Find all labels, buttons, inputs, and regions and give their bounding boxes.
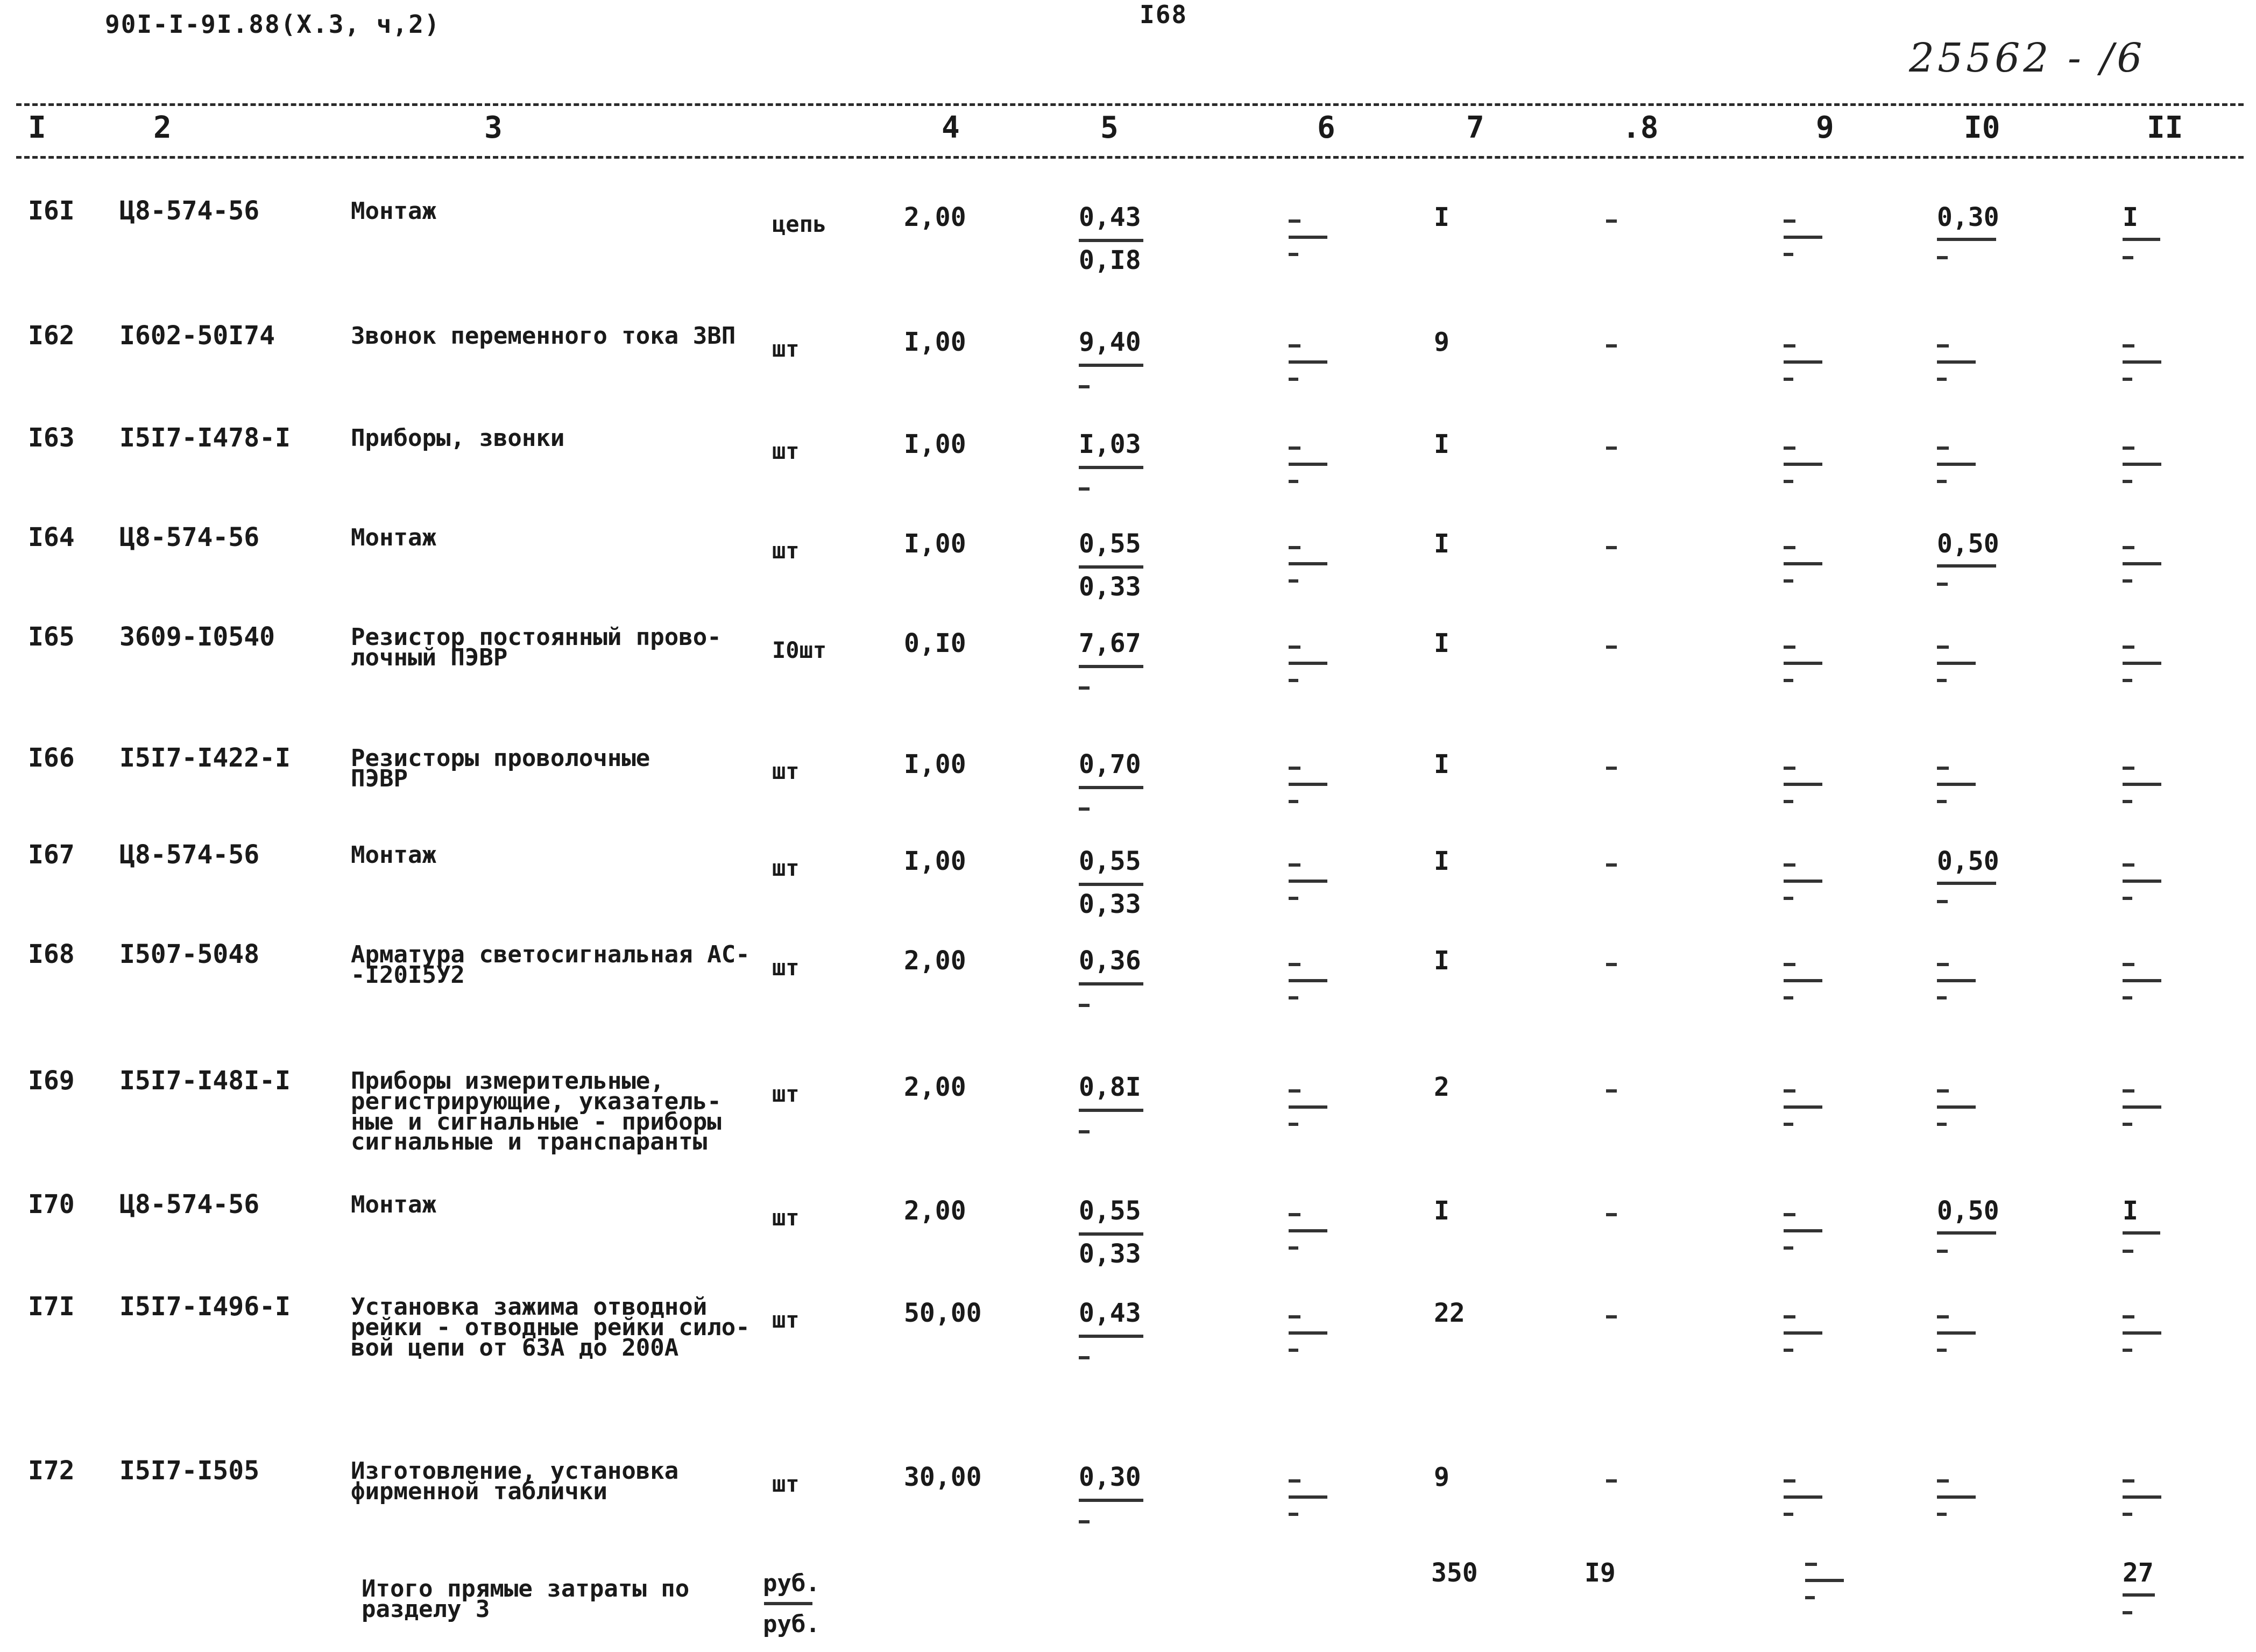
col8-dash <box>1606 344 1617 348</box>
col7-value: 9 <box>1434 327 1449 357</box>
col10-value: 0,50 <box>1937 1196 1999 1226</box>
item-code: I5I7-I505 <box>119 1456 260 1486</box>
quantity: 2,00 <box>904 946 966 976</box>
item-code: I602-50I74 <box>119 321 275 351</box>
col11-value: I <box>2123 202 2138 232</box>
col7-value: I <box>1434 529 1449 559</box>
quantity: I,00 <box>904 529 966 559</box>
col5-rule <box>1079 1109 1143 1112</box>
total-col11-dash <box>2123 1611 2132 1614</box>
col5-dash <box>1079 1130 1090 1133</box>
col5-dash <box>1079 1520 1090 1523</box>
col5-rule <box>1079 982 1143 985</box>
item-code: Ц8-574-56 <box>119 196 260 226</box>
item-code: I5I7-I496-I <box>119 1292 291 1322</box>
row-number: I63 <box>28 423 75 453</box>
col9-dashes <box>1784 1213 1843 1251</box>
row-number: I69 <box>28 1066 75 1096</box>
col-header-4: 4 <box>942 110 960 145</box>
col10-value: 0,30 <box>1937 202 1999 232</box>
item-code: I5I7-I478-I <box>119 423 291 453</box>
document-code: 90I-I-9I.88(Х.3, ч,2) <box>105 10 441 39</box>
col5-dash <box>1079 686 1090 690</box>
col5-value: 7,67 <box>1079 628 1141 658</box>
item-code: I5I7-I422-I <box>119 743 291 773</box>
col10-dashes <box>1937 1089 1996 1127</box>
item-code: I5I7-I48I-I <box>119 1066 291 1096</box>
item-name: Монтаж <box>351 841 436 869</box>
col7-value: I <box>1434 628 1449 658</box>
col11-dashes <box>2123 344 2182 382</box>
row-number: I72 <box>28 1456 75 1486</box>
unit: шт <box>772 758 800 784</box>
col-header-10: I0 <box>1964 110 2000 145</box>
col6-dashes <box>1289 646 1348 683</box>
quantity: I,00 <box>904 846 966 876</box>
col11-rule <box>2123 1231 2160 1235</box>
col7-value: 2 <box>1434 1072 1449 1102</box>
col8-dash <box>1606 1213 1617 1216</box>
col9-dashes <box>1784 219 1843 257</box>
col5-value: 0,70 <box>1079 749 1141 779</box>
col11-dashes <box>2123 1089 2182 1127</box>
quantity: 2,00 <box>904 1072 966 1102</box>
col-header-9: 9 <box>1816 110 1834 145</box>
col10-dashes <box>1937 344 1996 382</box>
col8-dash <box>1606 1089 1617 1093</box>
col11-dashes <box>2123 546 2182 584</box>
unit: шт <box>772 1204 800 1231</box>
col8-dash <box>1606 767 1617 770</box>
row-number: I62 <box>28 321 75 351</box>
col9-dashes <box>1784 1315 1843 1353</box>
col11-dashes <box>2123 963 2182 1001</box>
row-number: I64 <box>28 522 75 552</box>
col5-rule <box>1079 786 1143 789</box>
col10-rule <box>1937 238 1996 241</box>
col8-dash <box>1606 219 1617 223</box>
col-header-3: 3 <box>484 110 503 145</box>
item-name: Резисторы проволочные ПЭВР <box>351 745 650 792</box>
item-code: Ц8-574-56 <box>119 1189 260 1219</box>
col-header-7: 7 <box>1466 110 1484 145</box>
col5-rule <box>1079 565 1143 569</box>
col11-rule <box>2123 238 2160 241</box>
col5-value: 0,55 <box>1079 1196 1141 1226</box>
col7-value: I <box>1434 749 1449 779</box>
col11-dashes <box>2123 446 2182 484</box>
col-header-5: 5 <box>1100 110 1119 145</box>
item-name: Изготовление, установка фирменной таблички <box>351 1457 679 1505</box>
unit: шт <box>772 954 800 981</box>
col5-dash <box>1079 1004 1090 1007</box>
col5-rule <box>1079 1335 1143 1338</box>
total-col11: 27 <box>2123 1558 2154 1588</box>
total-col11-rule <box>2123 1593 2155 1597</box>
col10-rule <box>1937 564 1996 568</box>
quantity: 0,I0 <box>904 628 966 658</box>
col10-value: 0,50 <box>1937 529 1999 559</box>
row-number: I66 <box>28 743 75 773</box>
page-number: I68 <box>1140 0 1188 29</box>
col7-value: 9 <box>1434 1462 1449 1492</box>
unit: шт <box>772 1471 800 1497</box>
col5-value: 0,8I <box>1079 1072 1141 1102</box>
quantity: 2,00 <box>904 202 966 232</box>
col6-dashes <box>1289 1315 1348 1353</box>
col-header-11: II <box>2147 110 2183 145</box>
unit: шт <box>772 1081 800 1107</box>
col8-dash <box>1606 646 1617 649</box>
item-code: Ц8-574-56 <box>119 840 260 870</box>
col5-value-lower: 0,33 <box>1079 572 1141 602</box>
quantity: 50,00 <box>904 1298 982 1328</box>
col8-dash <box>1606 1315 1617 1318</box>
col8-dash <box>1606 1479 1617 1483</box>
col7-value: I <box>1434 946 1449 976</box>
col9-dashes <box>1784 1479 1843 1517</box>
col5-rule <box>1079 1499 1143 1502</box>
quantity: I,00 <box>904 327 966 357</box>
col5-value: 0,43 <box>1079 202 1141 232</box>
item-name: Приборы, звонки <box>351 424 565 452</box>
col9-dashes <box>1784 767 1843 804</box>
unit: I0шт <box>772 637 827 663</box>
col5-value: 0,36 <box>1079 946 1141 976</box>
col10-dashes <box>1937 446 1996 484</box>
row-number: I68 <box>28 939 75 969</box>
col6-dashes <box>1289 767 1348 804</box>
col10-dash <box>1937 256 1948 259</box>
col8-dash <box>1606 546 1617 549</box>
col9-dashes <box>1784 546 1843 584</box>
col5-value-lower: 0,33 <box>1079 1239 1141 1269</box>
col10-rule <box>1937 882 1996 885</box>
item-code: I507-5048 <box>119 939 260 969</box>
col6-dashes <box>1289 546 1348 584</box>
col-header-6: 6 <box>1317 110 1335 145</box>
unit: шт <box>772 855 800 881</box>
col5-rule <box>1079 1232 1143 1236</box>
col5-value: 9,40 <box>1079 327 1141 357</box>
total-label: Итого прямые затраты по разделу 3 <box>362 1575 690 1623</box>
col10-dashes <box>1937 1479 1996 1517</box>
col5-rule <box>1079 466 1143 469</box>
col11-dashes <box>2123 863 2182 901</box>
row-number: I7I <box>28 1292 75 1322</box>
col5-value: I,03 <box>1079 429 1141 459</box>
col8-dash <box>1606 863 1617 867</box>
col5-rule <box>1079 239 1143 242</box>
col11-dashes <box>2123 1479 2182 1517</box>
col5-value: 0,55 <box>1079 846 1141 876</box>
col7-value: 22 <box>1434 1298 1465 1328</box>
col10-dashes <box>1937 963 1996 1001</box>
col9-dashes <box>1784 963 1843 1001</box>
col9-dashes <box>1784 344 1843 382</box>
col10-dash <box>1937 900 1948 903</box>
col8-dash <box>1606 963 1617 966</box>
col10-value: 0,50 <box>1937 846 1999 876</box>
item-name: Установка зажима отводной рейки - отводные рейки сило- вой цепи от 63А до 200А <box>351 1293 750 1362</box>
quantity: I,00 <box>904 749 966 779</box>
col11-dash <box>2123 256 2133 259</box>
col11-dashes <box>2123 767 2182 804</box>
total-unit-top: руб. <box>763 1570 820 1597</box>
col10-rule <box>1937 1231 1996 1235</box>
unit: шт <box>772 438 800 464</box>
col9-dashes <box>1784 446 1843 484</box>
col5-value-lower: 0,I8 <box>1079 245 1141 275</box>
col7-value: I <box>1434 429 1449 459</box>
col-header-8: .8 <box>1622 110 1659 145</box>
col9-dashes <box>1784 646 1843 683</box>
col5-dash <box>1079 1356 1090 1359</box>
item-name: Монтаж <box>351 524 436 551</box>
item-name: Монтаж <box>351 1191 436 1218</box>
col8-dash <box>1606 446 1617 450</box>
col9-dashes <box>1784 863 1843 901</box>
col6-dashes <box>1289 1479 1348 1517</box>
col-header-2: 2 <box>153 110 172 145</box>
col5-dash <box>1079 487 1090 491</box>
col7-value: I <box>1434 202 1449 232</box>
col10-dashes <box>1937 1315 1996 1353</box>
total-col7: 350 <box>1431 1558 1478 1588</box>
item-name: Резистор постоянный прово- лочный ПЭВР <box>351 623 722 671</box>
col-header-1: I <box>28 110 46 145</box>
row-number: I65 <box>28 622 75 652</box>
unit: шт <box>772 537 800 564</box>
total-col9-dashes <box>1805 1563 1864 1600</box>
col10-dashes <box>1937 646 1996 683</box>
row-number: I6I <box>28 196 75 226</box>
quantity: 2,00 <box>904 1196 966 1226</box>
col11-dashes <box>2123 1315 2182 1353</box>
col6-dashes <box>1289 446 1348 484</box>
col7-value: I <box>1434 846 1449 876</box>
col11-dashes <box>2123 646 2182 683</box>
col10-dash <box>1937 1250 1948 1253</box>
col5-rule <box>1079 883 1143 886</box>
item-name: Звонок переменного тока ЗВП <box>351 322 736 350</box>
quantity: 30,00 <box>904 1462 982 1492</box>
col9-dashes <box>1784 1089 1843 1127</box>
col6-dashes <box>1289 219 1348 257</box>
total-col8: I9 <box>1585 1558 1616 1588</box>
col5-value: 0,43 <box>1079 1298 1141 1328</box>
quantity: I,00 <box>904 429 966 459</box>
item-code: Ц8-574-56 <box>119 522 260 552</box>
header-top-rule <box>16 103 2244 106</box>
col6-dashes <box>1289 863 1348 901</box>
total-unit-rule <box>764 1602 812 1605</box>
col6-dashes <box>1289 1089 1348 1127</box>
header-bottom-rule <box>16 156 2244 159</box>
item-name: Приборы измерительные, регистрирующие, указатель- ные и сигнальные - приборы сигнальные и транспаранты <box>351 1067 722 1156</box>
col11-value: I <box>2123 1196 2138 1226</box>
total-unit-bottom: руб. <box>763 1611 820 1638</box>
col5-value: 0,30 <box>1079 1462 1141 1492</box>
col5-dash <box>1079 807 1090 811</box>
col7-value: I <box>1434 1196 1449 1226</box>
col5-value: 0,55 <box>1079 529 1141 559</box>
item-name: Монтаж <box>351 197 436 225</box>
col5-rule <box>1079 665 1143 668</box>
col5-value-lower: 0,33 <box>1079 889 1141 919</box>
col6-dashes <box>1289 1213 1348 1251</box>
row-number: I67 <box>28 840 75 870</box>
col5-dash <box>1079 385 1090 388</box>
row-number: I70 <box>28 1189 75 1219</box>
col6-dashes <box>1289 344 1348 382</box>
unit: цепь <box>772 211 827 237</box>
col10-dashes <box>1937 767 1996 804</box>
col10-dash <box>1937 583 1948 586</box>
col6-dashes <box>1289 963 1348 1001</box>
col5-rule <box>1079 364 1143 367</box>
item-name: Арматура светосигнальная АС- -I20I5У2 <box>351 941 750 989</box>
handwritten-sheet-number: 25562 - /6 <box>1909 35 2146 81</box>
col11-dash <box>2123 1250 2133 1253</box>
item-code: 3609-I0540 <box>119 622 275 652</box>
unit: шт <box>772 336 800 362</box>
unit: шт <box>772 1307 800 1333</box>
